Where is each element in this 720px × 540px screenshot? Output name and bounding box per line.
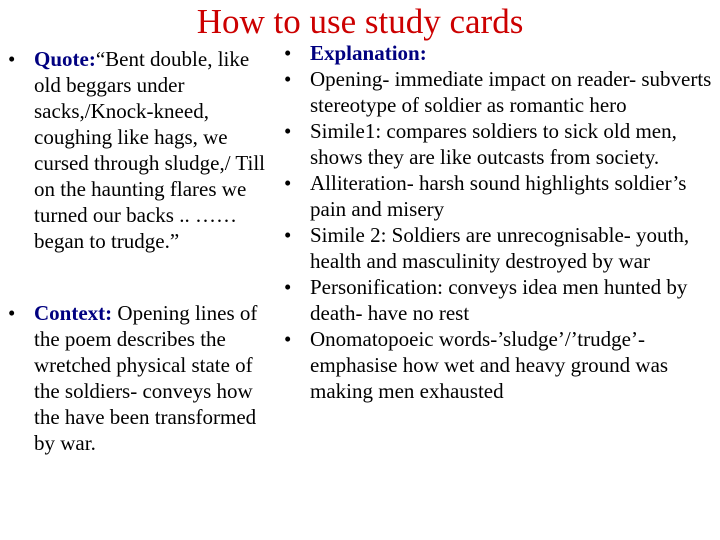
point-text: Opening- immediate impact on reader- subverts stereotype of soldier as romantic hero <box>310 67 712 117</box>
bullet-icon: • <box>284 41 292 65</box>
context-label: Context: <box>34 301 113 325</box>
bullet-icon: • <box>284 67 292 91</box>
list-item <box>280 274 716 326</box>
list-item <box>280 66 716 118</box>
context-item <box>4 300 272 456</box>
list-item <box>280 170 716 222</box>
context-text: Opening lines of the poem describes the wretched physical state of the soldiers- conveys how the have been transformed by war. <box>34 301 258 455</box>
quote-item <box>4 46 272 254</box>
page-title: How to use study cards <box>196 2 524 41</box>
point-text: Onomatopoeic words-’sludge’/’trudge’- emphasise how wet and heavy ground was making men exhausted <box>310 327 669 403</box>
list-item <box>280 222 716 274</box>
point-text: Personification: conveys idea men hunted by death- have no rest <box>310 275 688 325</box>
bullet-icon: • <box>284 119 292 143</box>
list-item <box>280 118 716 170</box>
right-column <box>280 40 716 404</box>
point-text: Alliteration- harsh sound highlights soldier’s pain and misery <box>310 171 687 221</box>
list-item <box>280 326 716 404</box>
quote-text: “Bent double, like old beggars under sacks,/Knock-kneed, coughing like hags, we cursed through sludge,/ Till on the haunting flares we turned our backs .. …… began to trudge.” <box>34 47 266 253</box>
bullet-icon: • <box>284 275 292 299</box>
bullet-icon: • <box>8 47 16 71</box>
bullet-icon: • <box>284 171 292 195</box>
explanation-heading <box>280 40 716 66</box>
point-text: Simile1: compares soldiers to sick old men, shows they are like outcasts from society. <box>310 119 677 169</box>
explanation-label: Explanation: <box>310 41 427 65</box>
bullet-icon: • <box>284 327 292 351</box>
quote-label: Quote: <box>34 47 96 71</box>
left-column <box>4 40 272 456</box>
bullet-icon: • <box>284 223 292 247</box>
point-text: Simile 2: Soldiers are unrecognisable- youth, health and masculinity destroyed by war <box>310 223 690 273</box>
bullet-icon: • <box>8 301 16 325</box>
